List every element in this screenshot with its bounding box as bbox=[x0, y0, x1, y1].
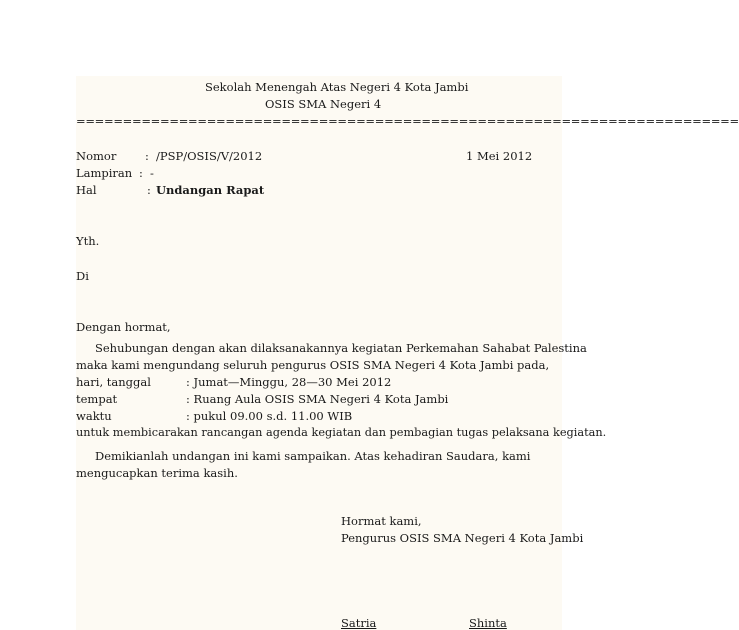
paragraph-2-line-1: Demikianlah undangan ini kami sampaikan. Atas kehadiran Saudara, kami bbox=[95, 449, 531, 463]
paragraph-2-line-2: mengucapkan terima kasih. bbox=[76, 466, 238, 480]
signer-2-name: Shinta bbox=[469, 616, 507, 630]
letter-date: 1 Mei 2012 bbox=[466, 149, 533, 163]
detail-value-time: : pukul 09.00 s.d. 11.00 WIB bbox=[186, 409, 353, 423]
addressee-di: Di bbox=[76, 269, 89, 283]
paragraph-1-line-1: Sehubungan dengan akan dilaksanakannya kegiatan Perkemahan Sahabat Palestina bbox=[95, 341, 587, 355]
hal-colon: : bbox=[147, 183, 151, 197]
lampiran-value: - bbox=[150, 166, 154, 180]
lampiran-colon: : bbox=[139, 166, 143, 180]
greeting: Dengan hormat, bbox=[76, 320, 171, 334]
school-name: Sekolah Menengah Atas Negeri 4 Kota Jambi bbox=[205, 80, 469, 94]
nomor-value: /PSP/OSIS/V/2012 bbox=[156, 149, 263, 163]
detail-label-day: hari, tanggal bbox=[76, 375, 151, 389]
nomor-colon: : bbox=[145, 149, 149, 163]
detail-label-place: tempat bbox=[76, 392, 118, 406]
purpose-line: untuk membicarakan rancangan agenda kegiatan dan pembagian tugas pelaksana kegiatan. bbox=[76, 426, 607, 439]
paragraph-1-line-2: maka kami mengundang seluruh pengurus OSIS SMA Negeri 4 Kota Jambi pada, bbox=[76, 358, 550, 372]
hal-value: Undangan Rapat bbox=[156, 183, 265, 197]
organization-name: OSIS SMA Negeri 4 bbox=[265, 97, 382, 111]
signer-1-name: Satria bbox=[341, 616, 377, 630]
nomor-label: Nomor bbox=[76, 149, 117, 163]
lampiran-label: Lampiran bbox=[76, 166, 133, 180]
header-separator: ======================================================================= bbox=[76, 114, 739, 128]
detail-label-time: waktu bbox=[76, 409, 112, 423]
hal-label: Hal bbox=[76, 183, 97, 197]
closing-organization: Pengurus OSIS SMA Negeri 4 Kota Jambi bbox=[341, 531, 584, 545]
addressee-yth: Yth. bbox=[76, 234, 100, 248]
detail-value-place: : Ruang Aula OSIS SMA Negeri 4 Kota Jambi bbox=[186, 392, 449, 406]
closing-regards: Hormat kami, bbox=[341, 514, 422, 528]
detail-value-day: : Jumat—Minggu, 28—30 Mei 2012 bbox=[186, 375, 392, 389]
